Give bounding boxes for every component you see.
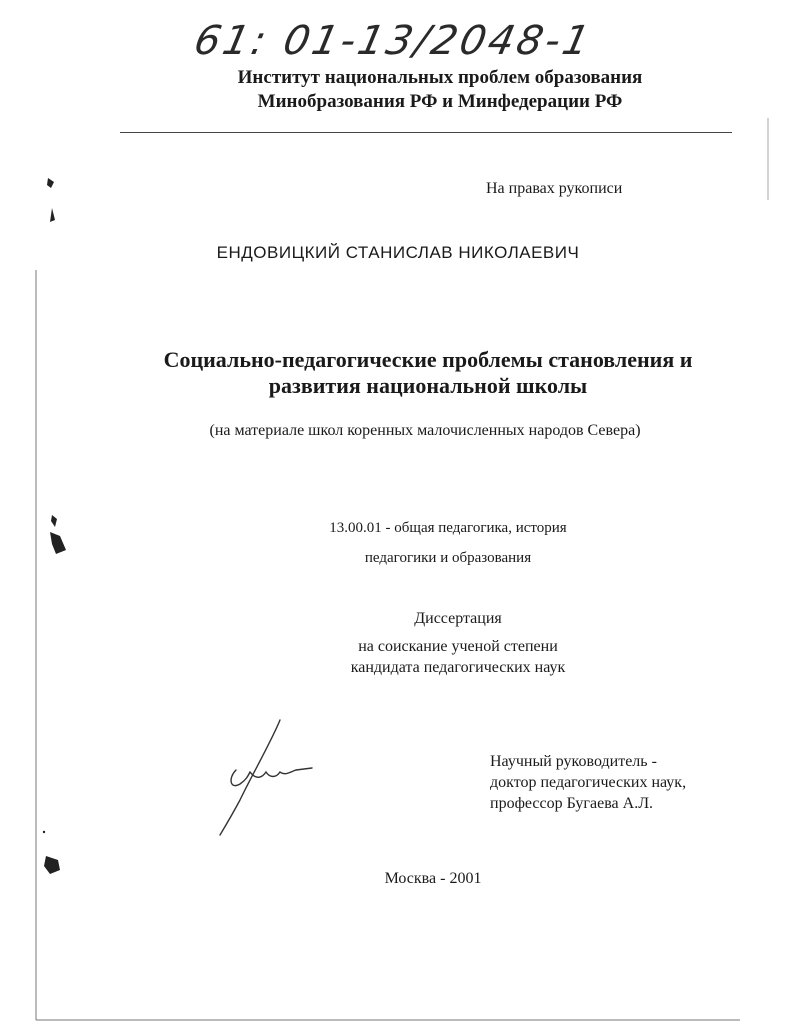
title-line-2: развития национальной школы (268, 373, 588, 398)
manuscript-rights-label: На правах рукописи (486, 180, 623, 197)
header-divider (120, 132, 732, 133)
margin-specks-icon (43, 178, 66, 874)
dissertation-line-1: на соискание ученой степени (358, 638, 558, 655)
supervisor-line-1: Научный руководитель - (490, 753, 657, 770)
title-line-1: Социально-педагогические проблемы становления и (163, 347, 693, 372)
dissertation-line-2: кандидата педагогических наук (350, 659, 566, 676)
specialty-line-2: педагогики и образования (364, 550, 532, 566)
dissertation-label: Диссертация (414, 610, 502, 627)
supervisor-line-2: доктор педагогических наук, (490, 774, 687, 791)
supervisor-line-3: профессор Бугаева А.Л. (490, 795, 654, 812)
signature-icon (220, 720, 312, 835)
author-name: ЕНДОВИЦКИЙ СТАНИСЛАВ НИКОЛАЕВИЧ (216, 243, 580, 262)
city-year: Москва - 2001 (384, 870, 482, 887)
handwritten-catalog-code: 61: 01-13/2048-1 (190, 18, 597, 64)
subtitle: (на материале школ коренных малочисленных народов Севера) (209, 422, 641, 439)
specialty-line-1: 13.00.01 - общая педагогика, история (329, 520, 567, 536)
institute-line-2: Минобразования РФ и Минфедерации РФ (257, 91, 623, 112)
institute-line-1: Институт национальных проблем образования (237, 67, 643, 88)
